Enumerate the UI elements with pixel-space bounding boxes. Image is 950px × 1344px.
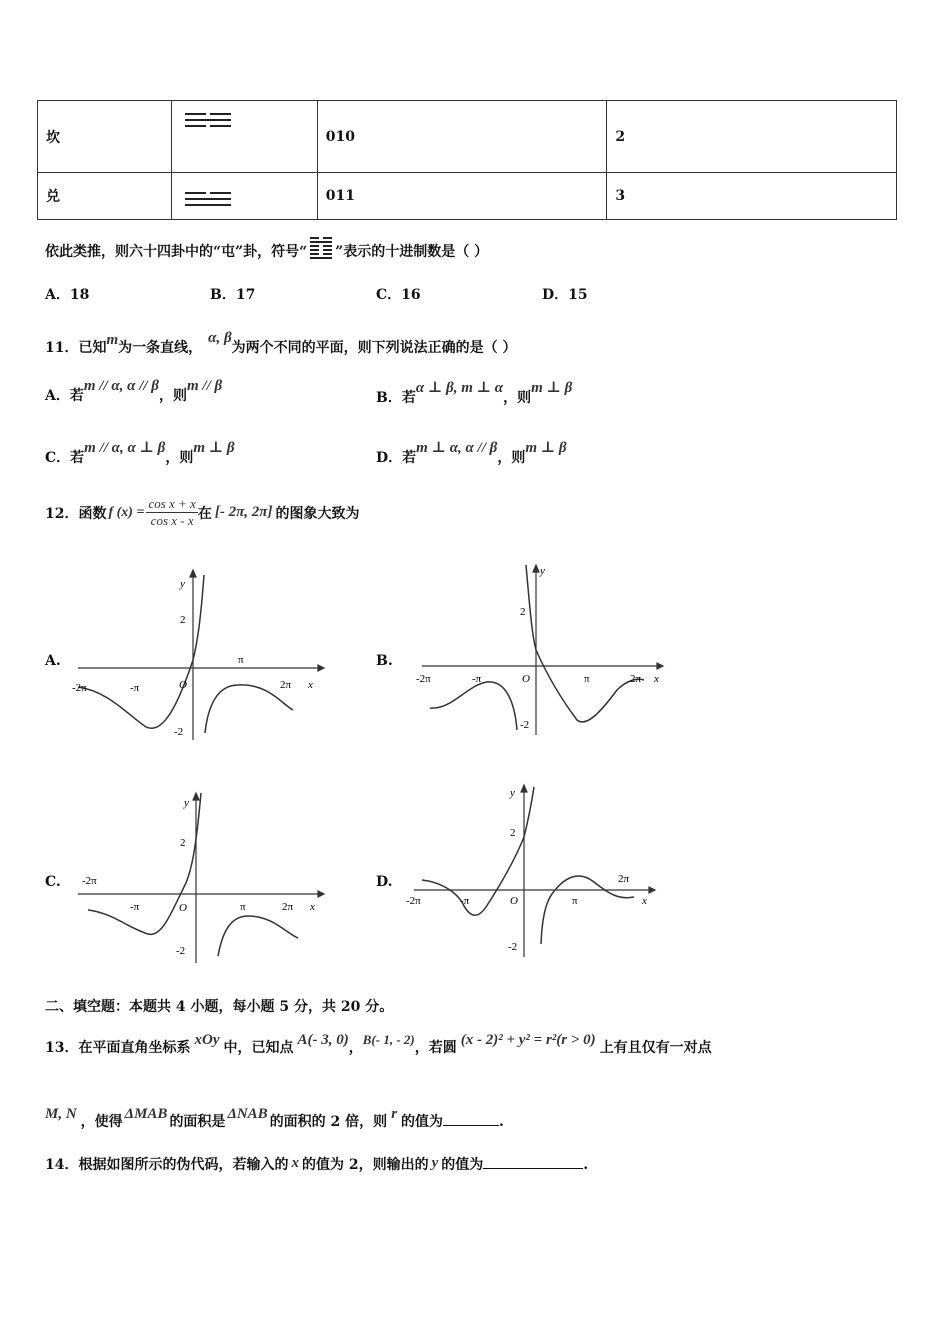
graph-label-b: B. [376, 653, 393, 669]
math-r: r [391, 1106, 398, 1122]
q14-text: 的值为 2，则输出的 [301, 1157, 429, 1173]
math-m: m [106, 332, 119, 348]
tick-neg-pi: -π [472, 673, 482, 685]
answer-blank[interactable] [483, 1168, 583, 1169]
fraction [146, 496, 197, 529]
q10-option-a: A．18 [45, 287, 90, 303]
math-result: m ⊥ β [525, 440, 567, 456]
math-triangle-mab: ΔMAB [124, 1106, 168, 1122]
q11-end: 为两个不同的平面，则下列说法正确的是（ ） [231, 340, 517, 356]
tick-2: 2 [180, 614, 186, 626]
option-then: ，则 [165, 450, 194, 466]
x-axis-arrow-icon [657, 663, 663, 669]
fraction-denominator: cos x - x [150, 513, 194, 528]
tick-pi: π [238, 654, 244, 666]
q11-stem [45, 330, 517, 357]
q10-option-b: B．17 [210, 287, 256, 303]
q13-text: 的面积是 [169, 1114, 226, 1130]
math-condition: m // α, α // β [83, 378, 159, 394]
answer-blank[interactable] [443, 1125, 499, 1126]
hexagram-zhun-icon [309, 236, 333, 266]
option-label: A．若 [45, 388, 84, 404]
q12-num: 12．函数 [45, 505, 107, 522]
option-label: D．若 [376, 450, 417, 466]
math-point-b: B(- 1, - 2) [362, 1032, 415, 1047]
x-axis-arrow-icon [318, 891, 324, 897]
trigram-name: 兑 [38, 173, 172, 220]
q13-line-1 [45, 1032, 712, 1057]
graph-b [412, 560, 672, 740]
math-triangle-nab: ΔNAB [227, 1106, 268, 1122]
graph-label-d: D. [376, 874, 393, 890]
option-label: B．若 [376, 390, 416, 406]
tick-neg-pi: -π [130, 901, 140, 913]
q13-text: ，使得 [80, 1114, 123, 1130]
q14-text: 的值为 [441, 1157, 484, 1173]
q11-option-d [376, 438, 567, 467]
trigram-symbol-dui-icon [171, 173, 317, 220]
math-xoy: xOy [194, 1032, 220, 1048]
tick-pi: π [240, 901, 246, 913]
tick-pi: π [572, 895, 578, 907]
x-label: x [310, 901, 315, 913]
option-then: ，则 [159, 388, 187, 404]
math-interval: [- 2π, 2π] [214, 504, 273, 520]
x-label: x [654, 673, 659, 685]
q12-zai: 在 [197, 505, 212, 522]
trigram-decimal: 3 [607, 173, 897, 220]
table-row [38, 101, 897, 173]
graph-c [68, 788, 328, 968]
trigram-decimal: 2 [607, 101, 897, 173]
x-axis-arrow-icon [649, 887, 655, 893]
y-axis-arrow-icon [193, 793, 199, 800]
q14-stem [45, 1154, 588, 1174]
q11-option-b [376, 378, 572, 407]
q12-stem [45, 496, 359, 529]
y-axis-arrow-icon [521, 785, 527, 792]
q13-text: 的值为 [401, 1114, 444, 1130]
tick-neg-2pi: -2π [82, 875, 97, 887]
x-label: x [308, 679, 313, 691]
tick-neg-2: -2 [176, 945, 186, 957]
math-result: m ⊥ β [531, 380, 573, 396]
curve-right [541, 876, 634, 944]
tick-2: 2 [180, 837, 186, 849]
curve-left [430, 682, 517, 730]
q10-option-c: C．16 [376, 287, 421, 303]
q11-mid: 为一条直线， [118, 340, 203, 356]
math-result: m // β [187, 378, 223, 394]
option-then: ，则 [497, 450, 526, 466]
graph-label-c: C. [45, 874, 61, 890]
trigram-table [37, 100, 897, 220]
curve-right [205, 685, 293, 733]
y-axis-arrow-icon [190, 570, 196, 577]
tick-pi: π [584, 673, 590, 685]
x-axis-arrow-icon [318, 665, 324, 671]
y-label: y [180, 578, 185, 590]
tick-2pi: 2π [630, 673, 642, 685]
tick-2pi: 2π [618, 873, 630, 885]
tick-neg-2: -2 [174, 726, 184, 738]
math-x: x [291, 1155, 299, 1171]
tick-neg-2: -2 [508, 941, 518, 953]
fraction-numerator: cos x + x [148, 496, 196, 511]
math-mn: M, N [45, 1106, 77, 1122]
math-condition: α ⊥ β, m ⊥ α [415, 380, 504, 396]
q13-line-2 [45, 1106, 504, 1131]
q14-text: . [583, 1157, 589, 1173]
q13-text: . [499, 1114, 504, 1130]
y-label: y [184, 797, 189, 809]
q10-stem [45, 236, 488, 266]
q10-text-before: 依此类推，则六十四卦中的“屯”卦，符号“ [45, 244, 308, 260]
graph-a [68, 565, 328, 745]
y-label: y [510, 787, 515, 799]
q13-comma: ， [348, 1040, 363, 1056]
curve-right [526, 565, 644, 722]
q11-option-c [45, 438, 235, 467]
origin-label: O [179, 902, 187, 914]
q10-text-after: ”表示的十进制数是（ ） [335, 244, 489, 260]
table-row [38, 173, 897, 220]
math-point-a: A(- 3, 0) [297, 1032, 349, 1048]
math-condition: m // α, α ⊥ β [84, 440, 166, 456]
q11-option-a [45, 378, 222, 405]
tick-neg-pi: -π [460, 895, 470, 907]
math-fx: f (x) = [108, 504, 145, 520]
tick-2: 2 [520, 606, 526, 618]
q12-end: 的图象大致为 [275, 505, 360, 522]
q11-num: 11．已知 [45, 340, 107, 356]
q13-text: 中，已知点 [223, 1040, 294, 1056]
trigram-symbol-kan-icon [171, 101, 317, 173]
section-heading: 二、填空题：本题共 4 小题，每小题 5 分，共 20 分。 [45, 999, 394, 1015]
tick-2: 2 [510, 827, 516, 839]
graph-d [404, 782, 664, 962]
q13-num: 13．在平面直角坐标系 [45, 1040, 191, 1056]
tick-2pi: 2π [282, 901, 294, 913]
option-then: ，则 [503, 390, 532, 406]
math-circle: (x - 2)² + y² = r²(r > 0) [460, 1032, 596, 1048]
trigram-name: 坎 [38, 101, 172, 173]
q14-text: 14．根据如图所示的伪代码，若输入的 [45, 1157, 289, 1173]
origin-label: O [179, 679, 187, 691]
math-alpha-beta: α, β [208, 330, 232, 346]
tick-neg-2pi: -2π [416, 673, 431, 685]
trigram-binary: 011 [317, 173, 607, 220]
tick-2pi: 2π [280, 679, 292, 691]
q10-option-d: D．15 [542, 287, 588, 303]
origin-label: O [510, 895, 518, 907]
q13-text: 上有且仅有一对点 [599, 1040, 712, 1056]
math-result: m ⊥ β [193, 440, 235, 456]
curve-left [78, 575, 204, 728]
x-label: x [642, 895, 647, 907]
y-axis-arrow-icon [533, 565, 539, 572]
option-label: C．若 [45, 450, 85, 466]
y-label: y [540, 565, 545, 577]
tick-neg-2pi: -2π [72, 682, 87, 694]
tick-neg-2: -2 [520, 719, 530, 731]
tick-neg-2pi: -2π [406, 895, 421, 907]
math-y: y [431, 1155, 439, 1171]
curve-right [218, 916, 298, 956]
origin-label: O [522, 673, 530, 685]
graph-label-a: A. [45, 653, 61, 669]
trigram-binary: 010 [317, 101, 607, 173]
tick-neg-pi: -π [130, 682, 140, 694]
q13-text: ，若圆 [414, 1040, 457, 1056]
q13-text: 的面积的 2 倍，则 [269, 1114, 388, 1130]
math-condition: m ⊥ α, α // β [416, 440, 498, 456]
